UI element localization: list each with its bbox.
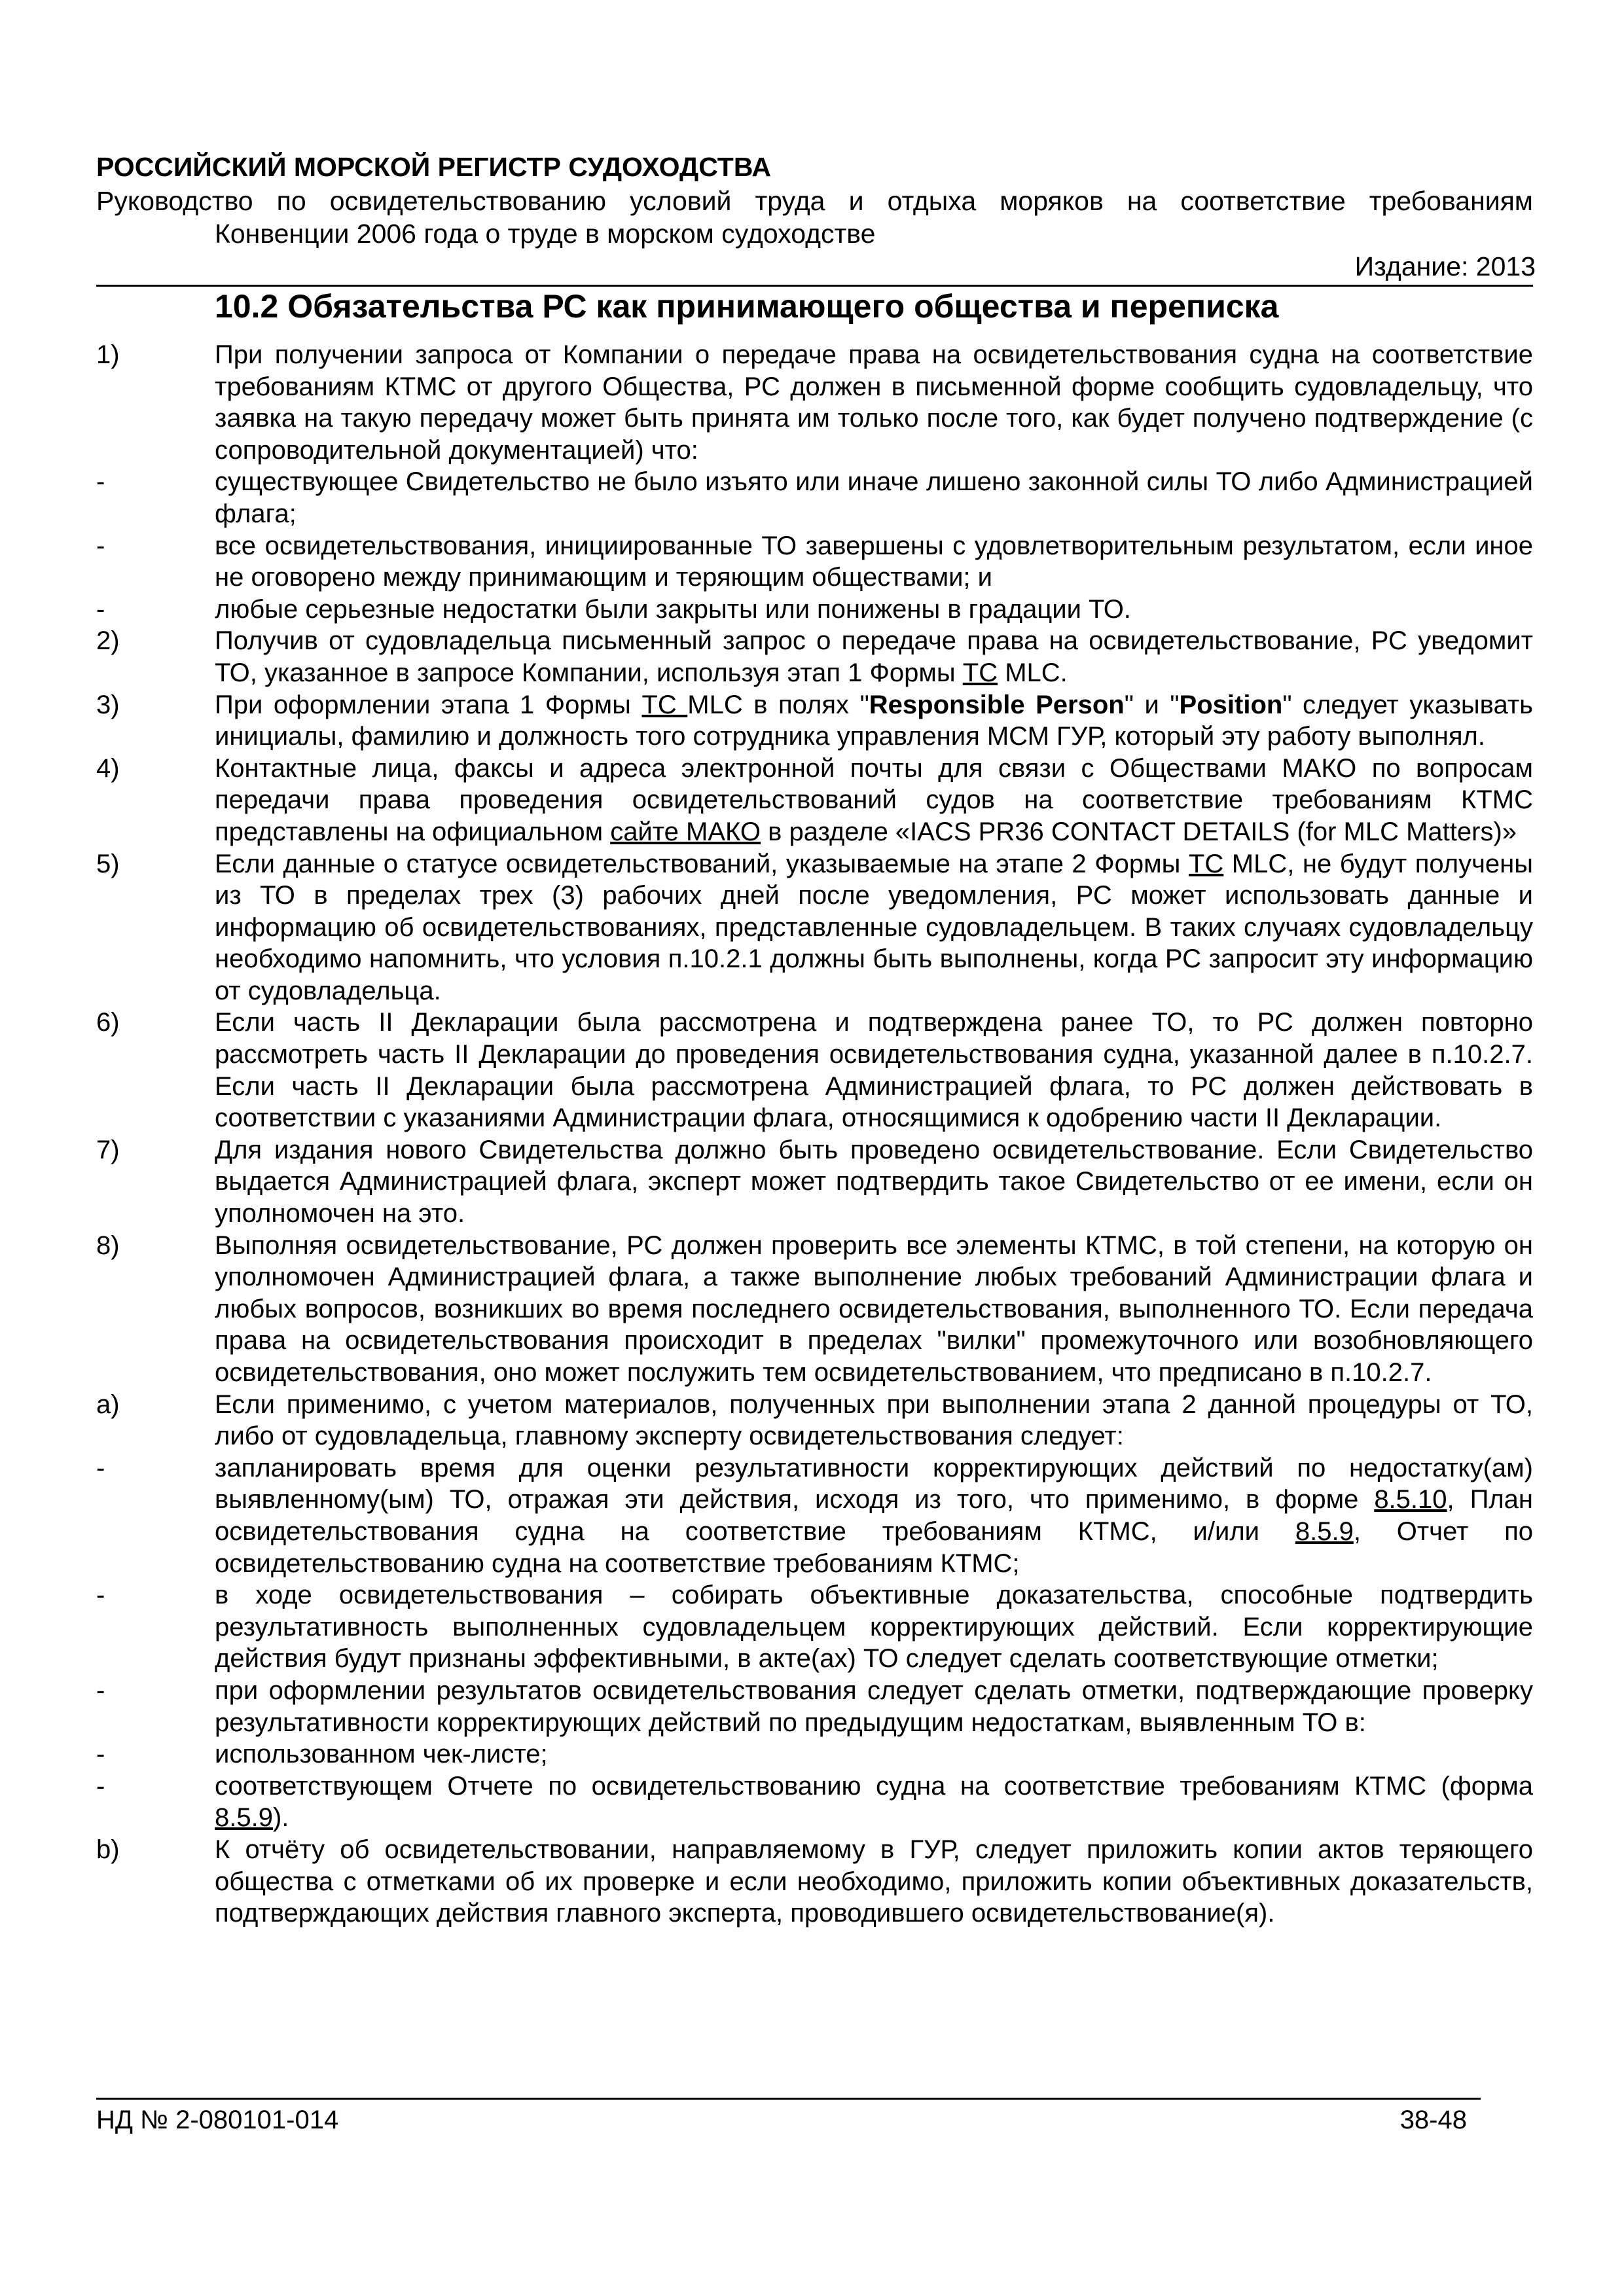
list-marker: - [96,531,105,560]
organization-name: РОССИЙСКИЙ МОРСКОЙ РЕГИСТР СУДОХОДСТВА [96,152,772,182]
list-marker: - [96,1453,105,1482]
item-text: , Отчет по освидетельствованию судна на соответствие требованиям КТМС; [215,1516,1533,1578]
item-text: MLC, не будут получены из ТО в пределах трех (3) рабочих дней после уведомления, РС может использовать данные и информацию об освидетельствованиях, представленные судовладельцем. В таких случаях судовладельцу необходимо напомнить, что условия п.10.2.1 должны быть выполнены, когда РС запросит эту информацию от судовладельца. [215,849,1533,1005]
list-item [96,339,1533,466]
list-marker: a) [96,1390,120,1419]
item-text: Выполняя освидетельствование, РС должен проверить все элементы КТМС, в той степени, на которую он уполномочен Администрацией флага, а также выполнение любых требований Администрации флага и любых вопросов, возникших во время последнего освидетельствования, выполненного ТО. Если передача права на освидетельствования происходит в пределах "вилки" промежуточного или возобновляющего освидетельствования, оно может послужить тем освидетельствованием, что предписано в п.10.2.7. [215,1230,1533,1387]
item-text: использованном чек-листе; [215,1740,548,1769]
field-name-bold: Position [1179,690,1283,719]
item-text: запланировать время для оценки результативности корректирующих действий по недостатку(ам) выявленному(ым) ТО, отражая эти действия, исходя из того, что применимо, в форме [215,1453,1533,1515]
list-item [96,466,1533,529]
list-marker: 2) [96,626,120,656]
form-8-5-10-link[interactable]: 8.5.10 [1374,1485,1447,1515]
form-8-5-9-link[interactable]: 8.5.9 [1295,1516,1354,1546]
item-text: в разделе «IACS PR36 CONTACT DETAILS (for MLC Matters)» [760,817,1517,846]
item-text: " следует указывать инициалы, фамилию и должность того сотрудника управления МСМ ГУР, который эту работу выполнял. [215,690,1533,751]
page-number: 38-48 [1399,2106,1467,2134]
footer-divider [96,2098,1481,2100]
list-item [96,594,1533,626]
list-marker: 1) [96,340,120,369]
list-item [96,1834,1533,1929]
item-text: При оформлении этапа 1 Формы [215,690,642,719]
list-marker: - [96,594,105,624]
item-text: любые серьезные недостатки были закрыты или понижены в градации ТО. [215,594,1131,624]
item-text: MLC в полях " [687,690,869,719]
list-item [96,1675,1533,1738]
list-item [96,1452,1533,1579]
list-marker: - [96,467,105,497]
list-marker: 7) [96,1135,120,1164]
section-title: 10.2 Обязательства РС как принимающего общества и переписка [215,288,1279,325]
list-marker: 8) [96,1230,120,1260]
item-text: при оформлении результатов освидетельствования следует сделать отметки, подтверждающие проверку результативности корректирующих действий по предыдущим недостаткам, выявленным ТО в: [215,1676,1533,1737]
item-text: Если применимо, с учетом материалов, полученных при выполнении этапа 2 данной процедуры от ТО, либо от судовладельца, главному эксперту освидетельствования следует: [215,1390,1533,1451]
list-marker: - [96,1771,105,1801]
item-text: К отчёту об освидетельствовании, направляемому в ГУР, следует приложить копии актов теряющего общества с отметками об их проверке и если необходимо, приложить копии объективных доказательств, подтверждающих действия главного эксперта, проводившего освидетельствование(я). [215,1835,1533,1928]
subtitle-line-1: Руководство по освидетельствованию условий труда и отдыха моряков на соответствие требованиям [96,186,1533,216]
list-item [96,689,1533,753]
list-marker: 6) [96,1008,120,1037]
list-item [96,1007,1533,1134]
item-text: ). [272,1803,289,1833]
list-item [96,753,1533,848]
list-item [96,1134,1533,1230]
edition-label: Издание: 2013 [1354,251,1536,281]
item-text: При получении запроса от Компании о передаче права на освидетельствования судна на соответствие требованиям КТМС от другого Общества, РС должен в письменной форме сообщить судовладельцу, что заявка на такую передачу может быть принята им только после того, как будет получено подтверждение (с сопроводительной документацией) что: [215,340,1533,465]
item-text: в ходе освидетельствования – собирать объективные доказательства, способные подтвердить результативность выполненных судовладельцем корректирующих действий. Если корректирующие действия будут признаны эффективными, в акте(ах) ТО следует сделать соответствующие отметки; [215,1581,1533,1674]
tc-form-link[interactable]: TC [1188,849,1224,878]
document-number: НД № 2-080101-014 [96,2106,339,2134]
item-text: MLC. [998,658,1068,687]
item-text: Получив от судовладельца письменный запрос о передаче права на освидетельствование, РС уведомит ТО, указанное в запросе Компании, используя этап 1 Формы [215,626,1533,687]
item-text: Для издания нового Свидетельства должно быть проведено освидетельствование. Если Свидетельство выдается Администрацией флага, эксперт может подтвердить такое Свидетельство от ее имени, если он уполномочен на это. [215,1135,1533,1229]
list-item [96,1579,1533,1675]
subtitle-line-2: Конвенции 2006 года о труде в морском судоходстве [215,219,876,249]
item-text: существующее Свидетельство не было изъято или иначе лишено законной силы ТО либо Администрацией флага; [215,467,1533,528]
tc-form-link[interactable]: TC [641,690,688,719]
list-marker: 3) [96,690,120,719]
list-item [96,1770,1533,1834]
item-text: Контактные лица, факсы и адреса электронной почты для связи с Обществами МАКО по вопросам передачи права проведения освидетельствований судов на соответствие требованиям КТМС представлены на официальном [215,753,1533,846]
document-subtitle [96,185,1533,250]
item-text: " и " [1124,690,1180,719]
item-text: Если часть II Декларации была рассмотрена и подтверждена ранее ТО, то РС должен повторно рассмотреть часть II Декларации до проведения освидетельствования судна, указанной далее в п.10.2.7. Если часть II Декларации была рассмотрена Администрацией флага, то РС должен действовать в соответствии с указаниями Администрации флага, относящимися к одобрению части II Декларации. [215,1008,1533,1133]
item-text: Если данные о статусе освидетельствований, указываемые на этапе 2 Формы [215,849,1189,878]
tc-form-link[interactable]: TC [962,658,998,687]
form-8-5-9-link[interactable]: 8.5.9 [215,1803,273,1833]
list-item [96,625,1533,689]
list-item [96,1230,1533,1389]
section-body [96,339,1533,1929]
list-marker: b) [96,1835,120,1864]
header-divider [96,285,1533,287]
list-item [96,848,1533,1007]
list-marker: - [96,1740,105,1769]
list-marker: - [96,1581,105,1610]
field-name-bold: Responsible Person [869,690,1125,719]
list-marker: 4) [96,753,120,783]
item-text: соответствующем Отчете по освидетельствованию судна на соответствие требованиям КТМС (форма [215,1771,1533,1801]
list-marker: 5) [96,849,120,878]
iacs-site-link[interactable]: сайте МАКО [610,817,761,846]
list-item [96,1389,1533,1452]
list-item [96,1738,1533,1770]
item-text: все освидетельствования, инициированные ТО завершены с удовлетворительным результатом, если иное не оговорено между принимающим и теряющим обществами; и [215,531,1533,592]
item-text: , План освидетельствования судна на соответствие требованиям КТМС, и/или [215,1485,1534,1546]
list-item [96,530,1533,594]
list-marker: - [96,1676,105,1705]
